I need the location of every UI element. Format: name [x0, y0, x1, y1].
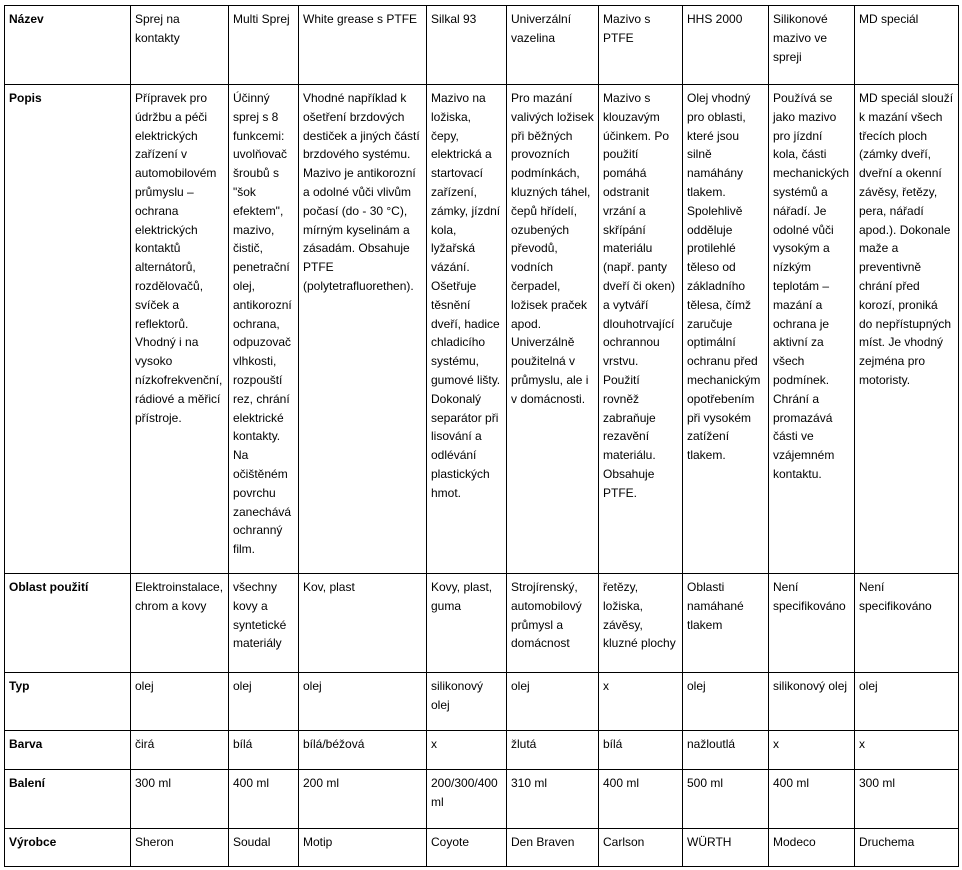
table-cell: WÜRTH: [683, 829, 769, 867]
table-cell: Motip: [299, 829, 427, 867]
table-cell: bílá: [599, 731, 683, 770]
table-cell: olej: [229, 673, 299, 731]
table-cell: 200/300/400 ml: [427, 770, 507, 829]
table-cell: nažloutlá: [683, 731, 769, 770]
table-cell: Vhodné například k ošetření brzdových destiček a jiných částí brzdového systému. Mazivo je antikorozní a odolné vůči vlivům počasí (do - 30 °C), mírným kyselinám a zásadám. Obsahuje PTFE (polytetrafluorethen).: [299, 85, 427, 574]
table-cell: olej: [299, 673, 427, 731]
table-cell: Mazivo na ložiska, čepy, elektrická a startovací zařízení, zámky, jízdní kola, lyžařská vázání. Ošetřuje těsnění dveří, hadice chladicího systému, gumové lišty. Dokonalý separátor při lisování a odlévání plastických hmot.: [427, 85, 507, 574]
table-cell: všechny kovy a syntetické materiály: [229, 574, 299, 673]
table-cell: Přípravek pro údržbu a péči elektrických zařízení v automobilovém průmyslu – ochrana elektrických kontaktů alternátorů, rozdělovačů, svíček a reflektorů. Vhodný i na vysoko nízkofrekvenční, rádiové a měřicí přístroje.: [131, 85, 229, 574]
table-cell: silikonový olej: [427, 673, 507, 731]
table-cell: Olej vhodný pro oblasti, které jsou silně namáhány tlakem. Spolehlivě odděluje protilehlé těleso od základního tělesa, čímž zaručuje optimální ochranu před mechanickým opotřebením při vysokém zatížení tlakem.: [683, 85, 769, 574]
table-cell: bílá/béžová: [299, 731, 427, 770]
table-cell: silikonový olej: [769, 673, 855, 731]
table-cell: 310 ml: [507, 770, 599, 829]
table-cell: Není specifikováno: [855, 574, 959, 673]
table-cell: Silkal 93: [427, 6, 507, 85]
table-cell: Silikonové mazivo ve spreji: [769, 6, 855, 85]
table-cell: 400 ml: [769, 770, 855, 829]
table-cell: Není specifikováno: [769, 574, 855, 673]
table-cell: Strojírenský, automobilový průmysl a domácnost: [507, 574, 599, 673]
table-cell: x: [427, 731, 507, 770]
table-row-manufacturer: [5, 829, 959, 867]
table-row-description: [5, 85, 959, 574]
table-cell: olej: [507, 673, 599, 731]
table-row-color: [5, 731, 959, 770]
row-header-manufacturer: Výrobce: [5, 829, 131, 867]
table-cell: 300 ml: [855, 770, 959, 829]
row-header-color: Barva: [5, 731, 131, 770]
table-cell: Sheron: [131, 829, 229, 867]
table-cell: Účinný sprej s 8 funkcemi: uvolňovač šroubů s "šok efektem", mazivo, čistič, penetrační olej, antikorozní ochrana, odpuzovač vlhkosti, rozpouští rez, chrání elektrické kontakty. Na očištěném povrchu zanechává ochranný film.: [229, 85, 299, 574]
table-cell: bílá: [229, 731, 299, 770]
table-cell: Kovy, plast, guma: [427, 574, 507, 673]
row-header-usage-area: Oblast použití: [5, 574, 131, 673]
table-cell: Oblasti namáhané tlakem: [683, 574, 769, 673]
table-cell: x: [769, 731, 855, 770]
table-row-packaging: [5, 770, 959, 829]
table-cell: White grease s PTFE: [299, 6, 427, 85]
table-cell: 200 ml: [299, 770, 427, 829]
product-comparison-table: [4, 5, 959, 867]
table-cell: Multi Sprej: [229, 6, 299, 85]
table-cell: Elektroinstalace, chrom a kovy: [131, 574, 229, 673]
table-cell: Mazivo s PTFE: [599, 6, 683, 85]
row-header-name: Název: [5, 6, 131, 85]
table-cell: olej: [855, 673, 959, 731]
table-cell: Sprej na kontakty: [131, 6, 229, 85]
table-cell: Soudal: [229, 829, 299, 867]
table-cell: 400 ml: [599, 770, 683, 829]
table-cell: 300 ml: [131, 770, 229, 829]
table-cell: 500 ml: [683, 770, 769, 829]
table-cell: MD speciál: [855, 6, 959, 85]
table-cell: x: [855, 731, 959, 770]
table-cell: čirá: [131, 731, 229, 770]
table-cell: Carlson: [599, 829, 683, 867]
row-header-packaging: Balení: [5, 770, 131, 829]
table-row-type: [5, 673, 959, 731]
table-cell: Mazivo s klouzavým účinkem. Po použití pomáhá odstranit vrzání a skřípání materiálu (např. panty dveří či oken) a vytváří dlouhotrvající ochrannou vrstvu. Použití rovněž zabraňuje rezavění materiálu. Obsahuje PTFE.: [599, 85, 683, 574]
table-cell: olej: [683, 673, 769, 731]
table-cell: Používá se jako mazivo pro jízdní kola, části mechanických systémů a nářadí. Je odolné vůči vysokým a nízkým teplotám – mazání a ochrana je aktivní za všech podmínek. Chrání a promazává části ve vzájemném kontaktu.: [769, 85, 855, 574]
table-cell: 400 ml: [229, 770, 299, 829]
table-cell: řetězy, ložiska, závěsy, kluzné plochy: [599, 574, 683, 673]
table-cell: x: [599, 673, 683, 731]
table-row-name: [5, 6, 959, 85]
table-cell: Den Braven: [507, 829, 599, 867]
row-header-type: Typ: [5, 673, 131, 731]
table-cell: Pro mazání valivých ložisek při běžných provozních podmínkách, kluzných táhel, čepů hřídelí, ozubených převodů, vodních čerpadel, ložisek praček apod. Univerzálně použitelná v průmyslu, ale i v domácnosti.: [507, 85, 599, 574]
table-cell: Modeco: [769, 829, 855, 867]
table-cell: Univerzální vazelina: [507, 6, 599, 85]
table-cell: HHS 2000: [683, 6, 769, 85]
table-row-usage-area: [5, 574, 959, 673]
table-cell: MD speciál slouží k mazání všech třecích ploch (zámky dveří, dveřní a okenní závěsy, řetězy, pera, nářadí apod.). Dokonale maže a preventivně chrání před korozí, proniká do nepřístupných míst. Je vhodný zejména pro motoristy.: [855, 85, 959, 574]
table-cell: Kov, plast: [299, 574, 427, 673]
table-cell: Druchema: [855, 829, 959, 867]
table-cell: žlutá: [507, 731, 599, 770]
row-header-description: Popis: [5, 85, 131, 574]
table-cell: Coyote: [427, 829, 507, 867]
table-cell: olej: [131, 673, 229, 731]
